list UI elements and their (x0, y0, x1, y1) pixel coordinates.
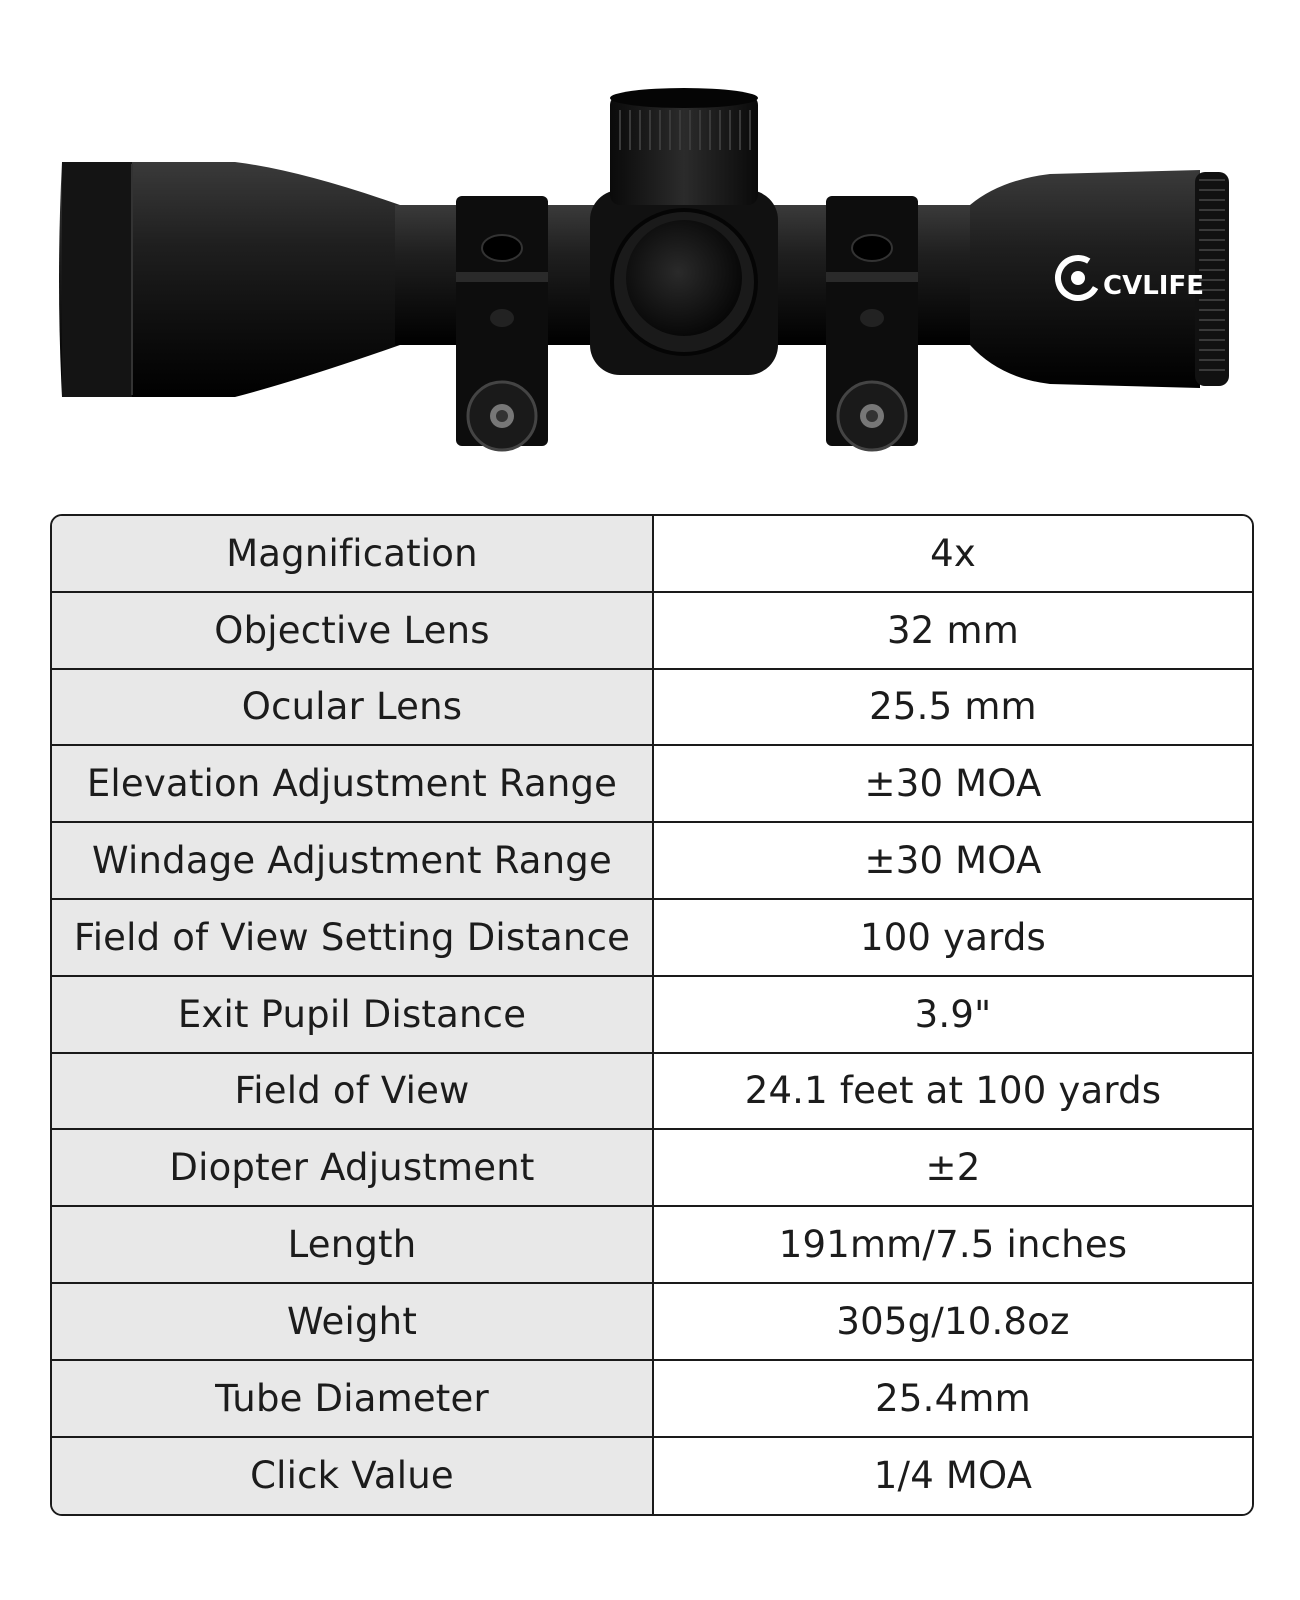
spec-label: Ocular Lens (52, 670, 654, 745)
spec-label: Elevation Adjustment Range (52, 746, 654, 821)
spec-label: Click Value (52, 1438, 654, 1515)
spec-value: 4x (654, 516, 1252, 591)
spec-label: Magnification (52, 516, 654, 591)
spec-value: 24.1 feet at 100 yards (654, 1054, 1252, 1129)
objective-bell (59, 162, 400, 397)
spec-value: ±2 (654, 1130, 1252, 1205)
spec-row-objective-lens (52, 593, 1252, 670)
spec-value: ±30 MOA (654, 823, 1252, 898)
spec-table (50, 514, 1254, 1516)
spec-row-exit-pupil-distance (52, 977, 1252, 1054)
spec-label: Weight (52, 1284, 654, 1359)
riflescope-illustration (0, 0, 1300, 500)
brand-logo-text: CVLIFE (1103, 271, 1204, 301)
spec-row-windage-range (52, 823, 1252, 900)
spec-label: Length (52, 1207, 654, 1282)
spec-label: Tube Diameter (52, 1361, 654, 1436)
spec-value: 32 mm (654, 593, 1252, 668)
spec-row-length (52, 1207, 1252, 1284)
turret-housing (590, 190, 778, 375)
spec-value: 305g/10.8oz (654, 1284, 1252, 1359)
spec-label: Windage Adjustment Range (52, 823, 654, 898)
spec-label: Field of View (52, 1054, 654, 1129)
spec-row-tube-diameter (52, 1361, 1252, 1438)
spec-row-elevation-range (52, 746, 1252, 823)
spec-value: ±30 MOA (654, 746, 1252, 821)
spec-value: 25.4mm (654, 1361, 1252, 1436)
spec-value: 25.5 mm (654, 670, 1252, 745)
spec-value: 1/4 MOA (654, 1438, 1252, 1515)
product-image (0, 0, 1300, 500)
spec-row-fov-setting-distance (52, 900, 1252, 977)
spec-value: 100 yards (654, 900, 1252, 975)
rear-ring-mount (826, 196, 918, 450)
spec-label: Diopter Adjustment (52, 1130, 654, 1205)
spec-row-weight (52, 1284, 1252, 1361)
front-ring-mount (456, 196, 548, 450)
spec-row-click-value (52, 1438, 1252, 1515)
spec-row-diopter-adjustment (52, 1130, 1252, 1207)
elevation-turret (610, 88, 758, 205)
spec-label: Exit Pupil Distance (52, 977, 654, 1052)
spec-value: 3.9" (654, 977, 1252, 1052)
spec-label: Objective Lens (52, 593, 654, 668)
spec-row-magnification (52, 516, 1252, 593)
spec-row-field-of-view (52, 1054, 1252, 1131)
spec-row-ocular-lens (52, 670, 1252, 747)
spec-value: 191mm/7.5 inches (654, 1207, 1252, 1282)
spec-label: Field of View Setting Distance (52, 900, 654, 975)
